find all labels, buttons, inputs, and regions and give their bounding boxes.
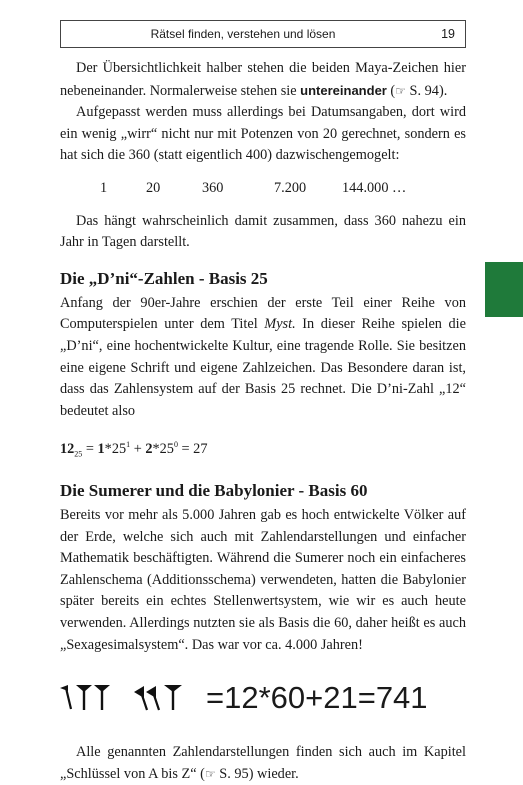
emphasis-untereinander: untereinander bbox=[300, 82, 387, 98]
sequence-item: 7.200 bbox=[274, 179, 307, 196]
sequence-item: 1 bbox=[100, 179, 108, 196]
sequence-item: 360 bbox=[202, 179, 224, 196]
sequence-item: 20 bbox=[146, 179, 161, 196]
page-header bbox=[60, 20, 466, 48]
cuneiform-twelve-icon bbox=[58, 682, 118, 714]
pointing-hand-icon: ☞ bbox=[395, 83, 406, 98]
paragraph-dates: Aufgepasst werden muss allerdings bei Datumsangaben, dort wird ein wenig „wirr“ nicht nur mit Potenzen von 20 gerechnet, sondern es hat sich die 360 (statt eigentlich 400) dazwischengemogelt: bbox=[60, 104, 466, 164]
cuneiform-equation: =12*60+21=741 bbox=[206, 680, 428, 716]
section-heading-babylon: Die Sumerer und die Babylonier - Basis 60 bbox=[60, 480, 368, 500]
paragraph-babylon: Bereits vor mehr als 5.000 Jahren gab es hoch entwickelte Völker auf der Erde, welche sich auch mit Zahlendarstellungen und einfacher Mathematik beschäftigten. Während die Sumerer noch ein einfacheres Zahlenschema (Additionsschema) verwendeten, hatten die Babylonier später bereits ein echtes Stellenwertsystem, wie wir es auch heute verwenden. Allerdings nutzten sie als Basis die 60, daher heißt es auch „Sexagesimalsystem“. Das war vor ca. 4.000 Jahren! bbox=[60, 506, 466, 653]
dni-formula: $12_{25} = 1*25^1 + 2*25^0 = 27$ bbox=[60, 440, 208, 459]
paragraph-year: Das hängt wahrscheinlich damit zusammen, dass 360 nahezu ein Jahr in Tagen darstellt. bbox=[60, 212, 466, 251]
page-number: 19 bbox=[441, 27, 455, 41]
section-heading-dni: Die „D’ni“-Zahlen - Basis 25 bbox=[60, 268, 268, 288]
paragraph-dni: Anfang der 90er-Jahre erschien der erste Teil einer Reihe von Computerspielen unter dem Titel Myst. In dieser Reihe spielen die „D’ni“, eine hochentwickelte Kultur, eine tragende Rolle. Sie besitzen eine eigene Schrift und eigene Zahlzeichen. Das Besondere daran ist, dass das Zahlensystem auf der Basis 25 rechnet. Die D’ni-Zahl „12“ bedeutet also bbox=[60, 294, 467, 419]
cuneiform-example bbox=[58, 676, 466, 722]
number-sequence bbox=[100, 178, 466, 200]
sequence-item: 144.000 … bbox=[342, 179, 407, 196]
running-title: Rätsel finden, verstehen und lösen bbox=[150, 27, 336, 41]
page-body bbox=[60, 58, 466, 785]
page-reference: S. 94). bbox=[405, 82, 448, 99]
paragraph-maya-signs: Der Übersichtlichkeit halber stehen die beiden Maya-Zeichen hier nebeneinander. Normalerweise stehen sie untereinander (☞ S. 94). bbox=[60, 60, 466, 99]
page-reference: S. 95) wieder. bbox=[215, 765, 299, 782]
paragraph-see-also: Alle genannten Zahlendarstellungen finden sich auch im Kapitel „Schlüssel von A bis Z“ (☞ S. 95) wieder. bbox=[60, 744, 466, 782]
chapter-thumb-tab bbox=[485, 262, 523, 317]
pointing-hand-icon: ☞ bbox=[204, 766, 216, 781]
cuneiform-twentyone-icon bbox=[132, 682, 188, 714]
